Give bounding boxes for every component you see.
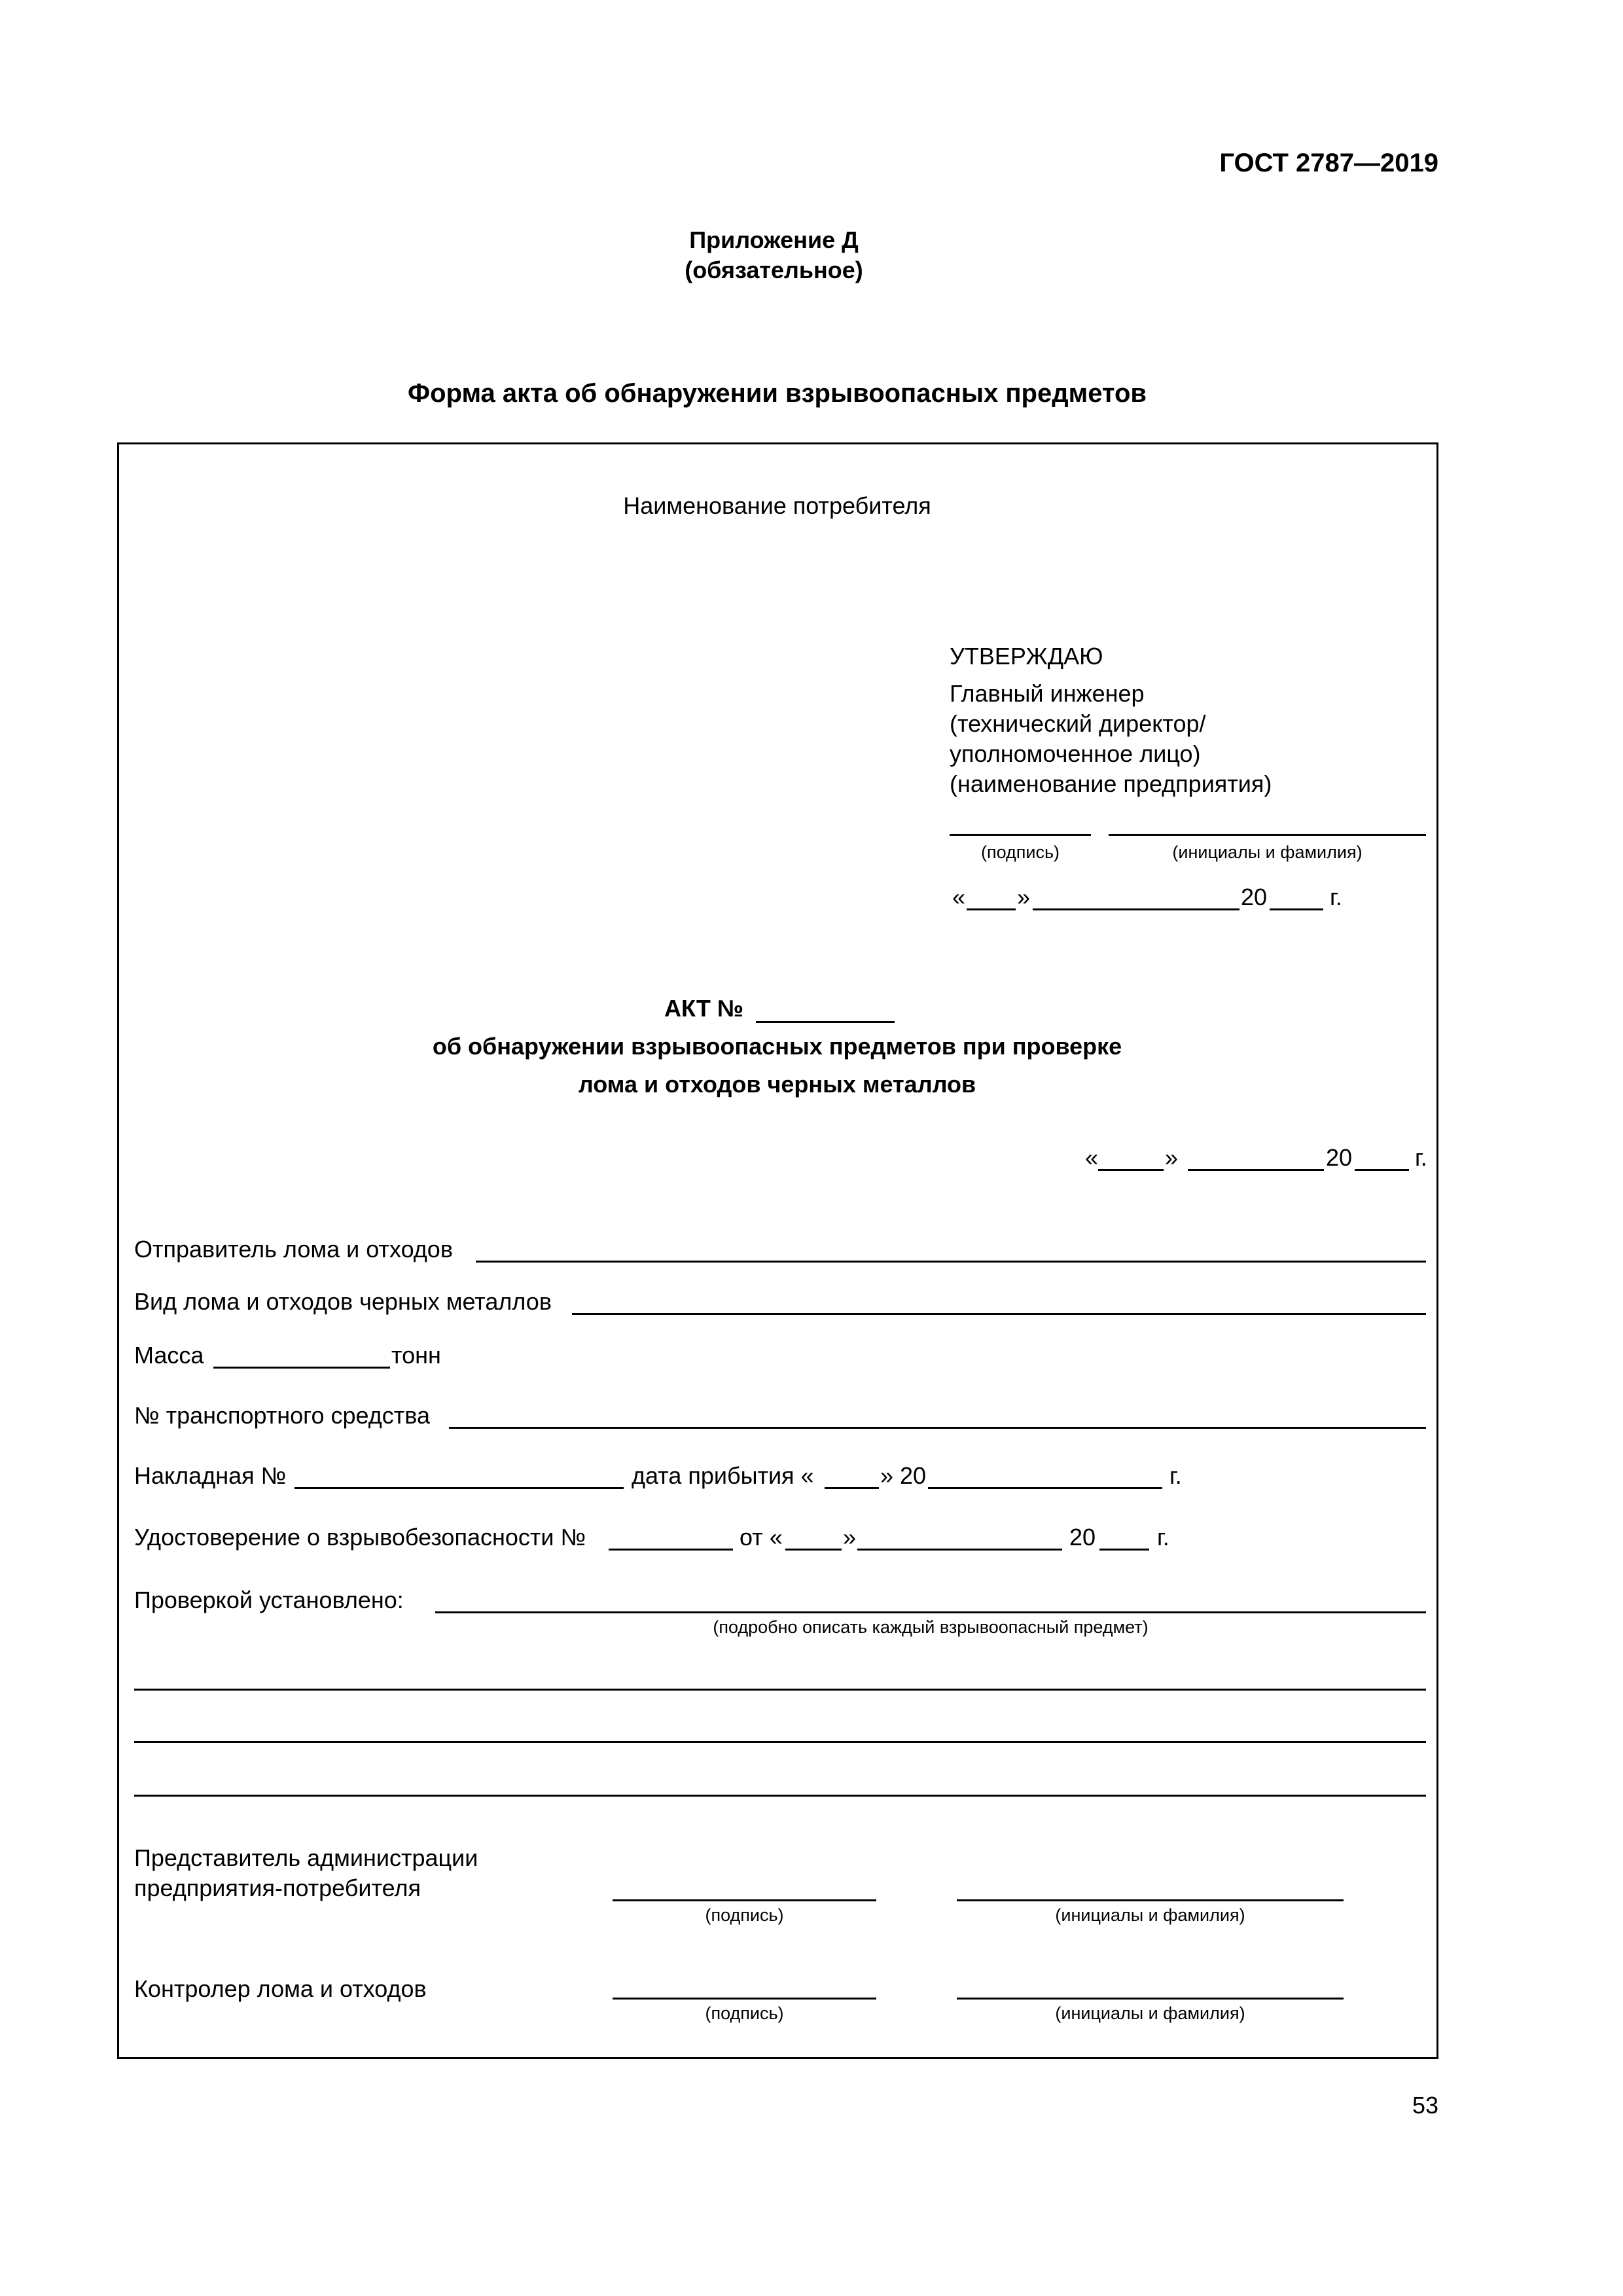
act-subtitle-line2: лома и отходов черных металлов <box>578 1071 976 1098</box>
sender-field[interactable] <box>476 1261 1426 1263</box>
representative-signature-line[interactable] <box>613 1899 876 1901</box>
sender-label: Отправитель лома и отходов <box>134 1236 453 1263</box>
controller-name-line[interactable] <box>957 1998 1344 2000</box>
mass-field[interactable] <box>213 1367 390 1369</box>
approval-name-caption: (инициалы и фамилия) <box>1172 842 1363 862</box>
controller-name-caption: (инициалы и фамилия) <box>1055 2003 1245 2023</box>
approval-name-line[interactable] <box>1109 834 1426 836</box>
representative-name-line[interactable] <box>957 1899 1344 1901</box>
scrap-type-field[interactable] <box>572 1313 1426 1315</box>
certificate-close-quote: » <box>843 1524 857 1551</box>
approval-signature-caption: (подпись) <box>980 842 1060 862</box>
inspection-caption: (подробно описать каждый взрывоопасный предмет) <box>713 1617 1149 1637</box>
consumer-name-label: Наименование потребителя <box>623 492 931 519</box>
standard-number: ГОСТ 2787—2019 <box>1219 149 1438 177</box>
act-date-open-quote: « <box>1085 1144 1099 1171</box>
vehicle-field[interactable] <box>449 1427 1426 1429</box>
scrap-type-label: Вид лома и отходов черных металлов <box>134 1288 552 1315</box>
page-number: 53 <box>1412 2092 1438 2119</box>
approval-heading: УТВЕРЖДАЮ <box>950 643 1103 670</box>
certificate-from-label: от « <box>740 1524 783 1551</box>
approval-line: (наименование предприятия) <box>950 770 1272 797</box>
appendix-status: (обязательное) <box>685 257 863 283</box>
approval-year-prefix: 20 <box>1241 884 1268 910</box>
waybill-number-field[interactable] <box>294 1487 624 1489</box>
approval-year-suffix: г. <box>1330 884 1342 910</box>
mass-label: Масса <box>134 1342 204 1369</box>
arrival-date-label: дата прибытия « <box>632 1462 814 1489</box>
act-year-suffix: г. <box>1415 1144 1427 1171</box>
approval-line: уполномоченное лицо) <box>950 740 1201 767</box>
approval-day-field[interactable] <box>967 908 1016 910</box>
appendix-title: Приложение Д <box>689 226 859 253</box>
arrival-close: » 20 <box>880 1462 927 1489</box>
act-year-field[interactable] <box>1355 1169 1409 1171</box>
approval-year-field[interactable] <box>1270 908 1323 910</box>
controller-signature-line[interactable] <box>613 1998 876 2000</box>
inspection-label: Проверкой установлено: <box>134 1587 404 1613</box>
certificate-year-field[interactable] <box>1099 1549 1149 1551</box>
act-date-close-quote: » <box>1165 1144 1179 1171</box>
approval-date-open-quote: « <box>952 884 966 910</box>
certificate-label: Удостоверение о взрывобезопасности № <box>134 1524 586 1551</box>
act-month-field[interactable] <box>1188 1169 1324 1171</box>
representative-name-caption: (инициалы и фамилия) <box>1055 1905 1245 1925</box>
approval-line: (технический директор/ <box>950 710 1206 737</box>
arrival-year-suffix: г. <box>1169 1462 1182 1489</box>
approval-signature-line[interactable] <box>950 834 1091 836</box>
arrival-day-field[interactable] <box>825 1487 879 1489</box>
controller-signature-caption: (подпись) <box>705 2003 784 2023</box>
approval-line: Главный инженер <box>950 680 1145 707</box>
certificate-year-prefix: 20 <box>1069 1524 1096 1551</box>
controller-label: Контролер лома и отходов <box>134 1975 427 2002</box>
mass-unit: тонн <box>391 1342 441 1369</box>
act-day-field[interactable] <box>1098 1169 1164 1171</box>
representative-label-line1: Представитель администрации <box>134 1844 478 1871</box>
inspection-field[interactable] <box>435 1611 1426 1613</box>
certificate-number-field[interactable] <box>609 1549 733 1551</box>
certificate-year-suffix: г. <box>1157 1524 1169 1551</box>
vehicle-label: № транспортного средства <box>134 1402 431 1429</box>
arrival-year-field[interactable] <box>928 1487 1162 1489</box>
representative-label-line2: предприятия-потребителя <box>134 1874 421 1901</box>
act-year-prefix: 20 <box>1326 1144 1353 1171</box>
waybill-label: Накладная № <box>134 1462 287 1489</box>
inspection-line[interactable] <box>134 1689 1426 1691</box>
approval-month-field[interactable] <box>1033 908 1240 910</box>
form-title: Форма акта об обнаружении взрывоопасных предметов <box>407 379 1147 408</box>
inspection-line[interactable] <box>134 1741 1426 1743</box>
act-number-label: АКТ № <box>664 995 743 1022</box>
inspection-line[interactable] <box>134 1795 1426 1797</box>
representative-signature-caption: (подпись) <box>705 1905 784 1925</box>
certificate-month-field[interactable] <box>857 1549 1062 1551</box>
act-subtitle-line1: об обнаружении взрывоопасных предметов при проверке <box>432 1033 1122 1060</box>
approval-date-close-quote: » <box>1017 884 1031 910</box>
act-number-field[interactable] <box>756 1021 895 1023</box>
certificate-day-field[interactable] <box>785 1549 842 1551</box>
